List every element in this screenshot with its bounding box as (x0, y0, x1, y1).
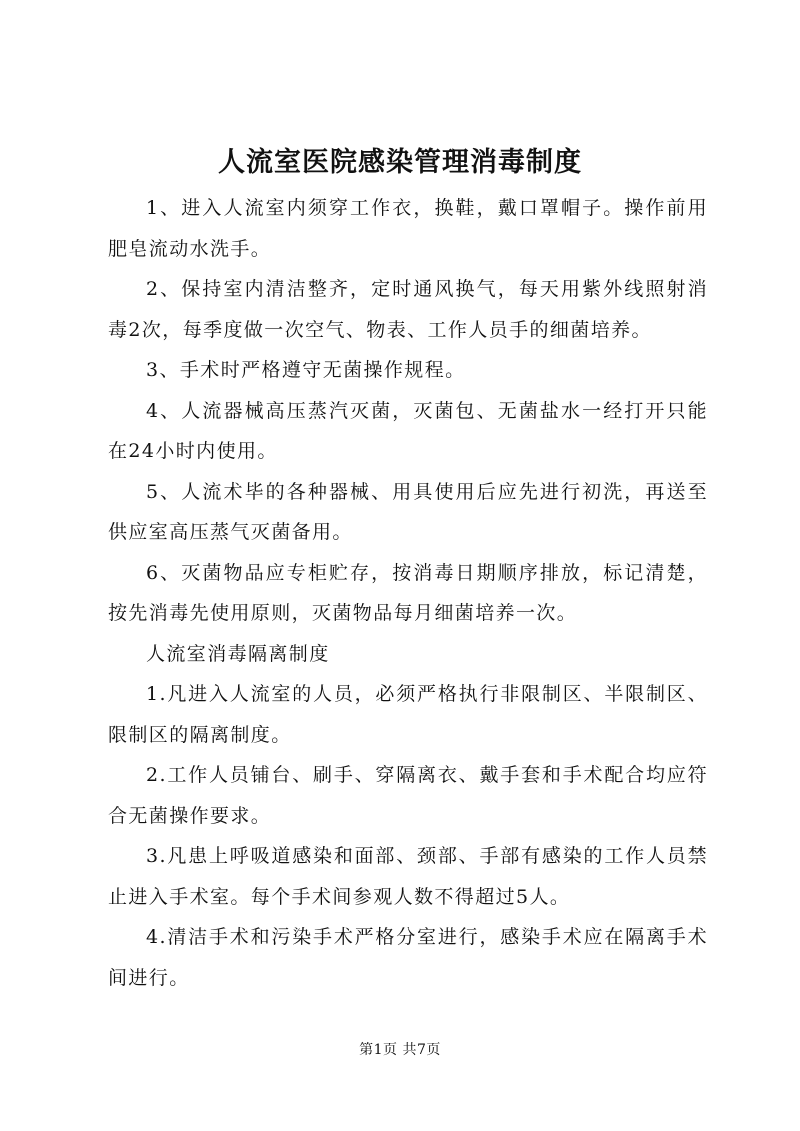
paragraph-8: 2.工作人员铺台、刷手、穿隔离衣、戴手套和手术配合均应符合无菌操作要求。 (108, 764, 708, 827)
page-footer: 第1页 共7页 (359, 1042, 441, 1058)
paragraph-3: 3、手术时严格遵守无菌操作规程。 (146, 359, 466, 381)
paragraph-5: 5、人流术毕的各种器械、用具使用后应先进行初洗，再送至供应室高压蒸气灭菌备用。 (108, 480, 708, 543)
paragraph-7: 1.凡进入人流室的人员，必须严格执行非限制区、半限制区、限制区的隔离制度。 (108, 683, 708, 746)
document-body (108, 188, 708, 998)
paragraph-4: 4、人流器械高压蒸汽灭菌，灭菌包、无菌盐水一经打开只能在24小时内使用。 (108, 399, 708, 462)
paragraph-6: 6、灭菌物品应专柜贮存，按消毒日期顺序排放，标记清楚，按先消毒先使用原则，灭菌物品每月细菌培养一次。 (108, 561, 708, 624)
paragraph-2: 2、保持室内清洁整齐，定时通风换气，每天用紫外线照射消毒2次，每季度做一次空气、物表、工作人员手的细菌培养。 (108, 278, 708, 341)
document-title: 人流室医院感染管理消毒制度 (218, 147, 582, 178)
paragraph-1: 1、进入人流室内须穿工作衣，换鞋，戴口罩帽子。操作前用肥皂流动水洗手。 (108, 197, 708, 260)
paragraph-10: 4.清洁手术和污染手术严格分室进行，感染手术应在隔离手术间进行。 (108, 926, 708, 989)
section-heading: 人流室消毒隔离制度 (146, 642, 330, 665)
paragraph-9: 3.凡患上呼吸道感染和面部、颈部、手部有感染的工作人员禁止进入手术室。每个手术间参观人数不得超过5人。 (108, 845, 708, 908)
